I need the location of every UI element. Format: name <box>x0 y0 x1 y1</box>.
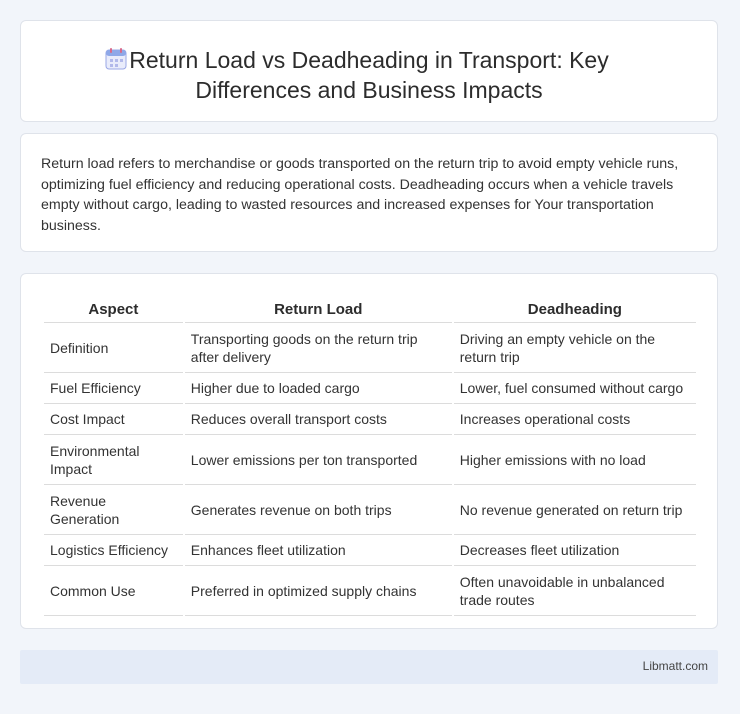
footer-bar <box>20 650 718 684</box>
table-cell: Reduces overall transport costs <box>185 404 452 435</box>
table-header-row <box>44 296 696 323</box>
table-cell: Lower, fuel consumed without cargo <box>454 373 696 404</box>
table-cell: Decreases fleet utilization <box>454 535 696 566</box>
table-cell: Enhances fleet utilization <box>185 535 452 566</box>
table-row <box>44 485 696 535</box>
table-row <box>44 535 696 566</box>
header-deadheading: Deadheading <box>454 296 696 323</box>
table-cell: Driving an empty vehicle on the return trip <box>454 323 696 373</box>
table-cell: Higher emissions with no load <box>454 435 696 485</box>
page-title-line2: Differences and Business Impacts <box>195 77 543 103</box>
table-cell: Transporting goods on the return trip after delivery <box>185 323 452 373</box>
intro-paragraph: Return load refers to merchandise or goods transported on the return trip to avoid empty vehicle runs, optimizing fuel efficiency and reducing operational costs. Deadheading occurs when a vehicle travels empty without cargo, leading to wasted resources and increased expenses for Your transportation business. <box>41 156 679 234</box>
table-row <box>44 323 696 373</box>
table-cell: Cost Impact <box>44 404 183 435</box>
footer-brand-link[interactable]: Libmatt.com <box>642 659 708 673</box>
table-cell: Logistics Efficiency <box>44 535 183 566</box>
page-title <box>21 45 717 105</box>
table-cell: Often unavoidable in unbalanced trade routes <box>454 566 696 616</box>
title-card <box>20 20 718 122</box>
table-cell: Common Use <box>44 566 183 616</box>
table-cell: Definition <box>44 323 183 373</box>
comparison-card <box>20 273 718 629</box>
table-cell: Revenue Generation <box>44 485 183 535</box>
table-row <box>44 373 696 404</box>
table-cell: Generates revenue on both trips <box>185 485 452 535</box>
header-aspect: Aspect <box>44 296 183 323</box>
intro-card <box>20 133 718 252</box>
table-row <box>44 566 696 616</box>
table-row <box>44 404 696 435</box>
table-cell: Increases operational costs <box>454 404 696 435</box>
table-row <box>44 435 696 485</box>
page-title-line1: Return Load vs Deadheading in Transport: Key <box>129 47 609 73</box>
table-cell: Preferred in optimized supply chains <box>185 566 452 616</box>
header-return-load: Return Load <box>185 296 452 323</box>
comparison-table <box>42 296 698 616</box>
table-cell: Fuel Efficiency <box>44 373 183 404</box>
table-cell: Lower emissions per ton transported <box>185 435 452 485</box>
table-cell: Environmental Impact <box>44 435 183 485</box>
table-cell: No revenue generated on return trip <box>454 485 696 535</box>
table-cell: Higher due to loaded cargo <box>185 373 452 404</box>
